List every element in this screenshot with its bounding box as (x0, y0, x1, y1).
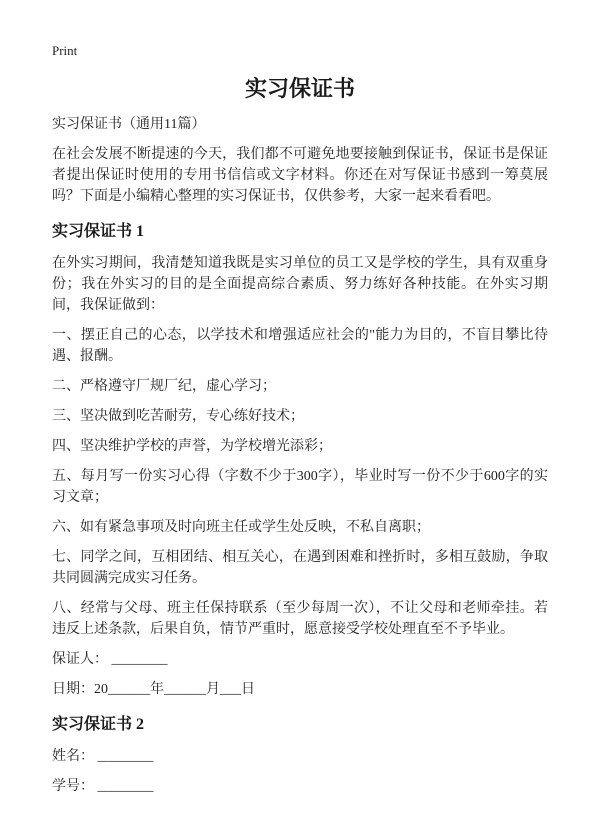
list-item-8: 八、经常与父母、班主任保持联系（至少每周一次），不让父母和老师牵挂。若违反上述条款，后果自负，情节严重时，愿意接受学校处理直至不予毕业。 (52, 601, 548, 637)
list-item-5: 五、每月写一份实习心得（字数不少于300字），毕业时写一份不少于600字的实习文章； (52, 469, 548, 505)
student-id-line: 学号： ________ (52, 779, 154, 794)
page-title: 实习保证书 (244, 76, 355, 101)
name-line: 姓名： ________ (52, 749, 154, 764)
list-item-3: 三、坚决做到吃苦耐劳，专心练好技术； (52, 409, 304, 424)
section2-heading: 实习保证书 2 (52, 716, 145, 733)
list-item-6: 六、如有紧急事项及时向班主任或学生处反映，不私自离职； (52, 520, 430, 535)
list-item-4: 四、坚决维护学校的声誉，为学校增光添彩； (52, 439, 332, 454)
print-link[interactable]: Print (52, 43, 78, 58)
intro-paragraph: 在社会发展不断提速的今天，我们都不可避免地要接触到保证书，保证书是保证者提出保证时使用的专用书信信或文字材料。你还在对写保证书感到一筹莫展吗？下面是小编精心整理的实习保证书，仅供参考，大家一起来看看吧。 (52, 147, 548, 204)
doc-subtitle: 实习保证书（通用11篇） (52, 117, 206, 132)
section1-opening: 在外实习期间，我清楚知道我既是实习单位的员工又是学校的学生，具有双重身份；我在外实习的目的是全面提高综合素质、努力练好各种技能。在外实习期间，我保证做到： (52, 256, 548, 313)
list-item-7: 七、同学之间，互相团结、相互关心，在遇到困难和挫折时，多相互鼓励，争取共同圆满完成实习任务。 (52, 550, 548, 586)
section1-heading: 实习保证书 1 (52, 223, 145, 240)
date-line: 日期：20______年______月___日 (52, 682, 255, 697)
list-item-2: 二、严格遵守厂规厂纪，虚心学习； (52, 379, 276, 394)
guarantor-signature-line: 保证人： ________ (52, 652, 168, 667)
list-item-1: 一、摆正自己的心态，以学技术和增强适应社会的"能力为目的，不盲目攀比待遇、报酬。 (52, 328, 548, 364)
